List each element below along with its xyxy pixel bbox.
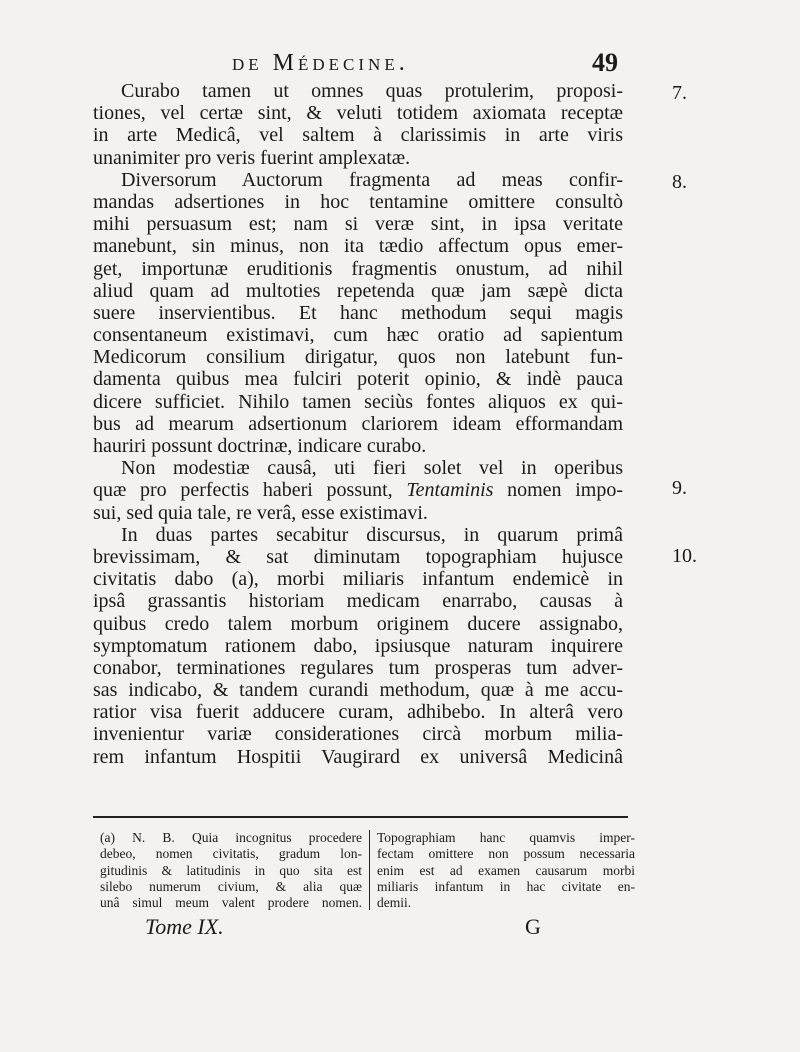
text-line: sas indicabo, & tandem curandi methodum, quæ à me accu-: [93, 679, 623, 702]
text-line: ratior visa fuerit adducere curam, adhibebo. In alterâ vero: [93, 701, 623, 724]
text-line: manebunt, sin minus, non ita tædio affectum opus emer-: [93, 235, 623, 258]
footnote-line: Topographiam hanc quamvis imper-: [377, 830, 635, 845]
text-line: conabor, terminationes regulares tum prosperas tum adver-: [93, 656, 623, 679]
footnote-line: gitudinis & latitudinis in quo sita est: [100, 862, 362, 878]
footnote-line: fectam omittere non possum necessaria: [377, 846, 635, 862]
text-line: invenientur variæ considerationes circà morbum milia-: [93, 723, 623, 746]
margin-section-number: 7.: [672, 82, 687, 104]
text-line: mandas adsertiones in hoc tentamine omittere consultò: [93, 190, 623, 213]
text-line: ipsâ grassantis historiam medicam enarrabo, causas à: [93, 590, 623, 613]
text-line: Non modestiæ causâ, uti fieri solet vel in operibus: [121, 457, 623, 480]
line-start: quæ pro perfectis haberi possunt,: [93, 479, 393, 502]
text-line: mihi persuasum est; nam si veræ sint, in ipsa veritate: [93, 213, 623, 236]
text-line: tiones, vel certæ sint, & veluti totidem axiomata receptæ: [93, 102, 623, 125]
footnote-right-column: [377, 830, 635, 911]
page-number: 49: [592, 48, 618, 77]
text-line: get, importunæ eruditionis fragmentis onustum, ad nihil: [93, 257, 623, 280]
footnote-line: miliaris infantum in hac civitate en-: [377, 878, 635, 894]
text-line: sui, sed quia tale, re verâ, esse existimavi.: [93, 501, 428, 524]
text-line: rem infantum Hospitii Vaugirard ex universâ Medicinâ: [93, 745, 623, 768]
text-line: symptomatum rationem dabo, ipsiusque naturam inquirere: [93, 634, 623, 657]
footnote-left-column: [100, 830, 362, 911]
text-line: quibus credo talem morbum originem ducere assignabo,: [93, 612, 623, 635]
text-line: unanimiter pro veris fuerint amplexatæ.: [93, 146, 411, 169]
text-line: damenta quibus mea fulciri poterit opinio, & indè pauca: [93, 368, 623, 391]
text-line: Medicorum consilium dirigatur, quos non latebunt fun-: [93, 346, 623, 369]
volume-label: Tome IX.: [145, 914, 224, 939]
text-line: suere inservientibus. Et hanc methodum sequi magis: [93, 301, 623, 324]
footnote-line: demii.: [377, 895, 412, 911]
text-line: bus ad mearum adsertionum clariorem ideam efformandam: [93, 412, 623, 435]
footnote-line: enim est ad examen causarum morbi: [377, 862, 635, 878]
text-line: civitatis dabo (a), morbi miliaris infantum endemicè in: [93, 568, 623, 591]
footnote-rule: [93, 816, 628, 818]
text-line: aliud quam ad multoties repetenda quæ jam sæpè dicta: [93, 279, 623, 302]
text-line: In duas partes secabitur discursus, in quarum primâ: [121, 523, 623, 546]
italic-word: Tentaminis: [406, 479, 494, 502]
text-line: hauriri possunt doctrinæ, indicare curabo.: [93, 435, 427, 457]
text-line: consentaneum existimavi, cum hæc oratio ad sapientum: [93, 324, 623, 347]
margin-section-number: 10.: [672, 545, 697, 567]
footnote-column-divider: [369, 830, 370, 910]
text-line: Diversorum Auctorum fragmenta ad meas confir-: [121, 168, 623, 191]
text-line: brevissimam, & sat diminutam topographiam hujusce: [93, 545, 623, 568]
footnote-line: debeo, nomen civitatis, gradum lon-: [100, 846, 362, 862]
footnote-line: silebo numerum civium, & alia quæ: [100, 878, 362, 894]
line-end: nomen impo-: [493, 479, 623, 502]
signature-mark: G: [525, 914, 541, 939]
footnote-line: (a) N. B. Quia incognitus procedere: [100, 830, 362, 845]
text-line: Curabo tamen ut omnes quas protulerim, proposi-: [121, 80, 623, 102]
footnote-line: unâ simul meum valent prodere nomen.: [100, 895, 362, 911]
margin-section-number: 8.: [672, 171, 687, 193]
text-line-with-italic: [93, 479, 623, 501]
running-title: de Médecine.: [232, 50, 409, 76]
text-line: in arte Medicâ, vel saltem à clarissimis in arte viris: [93, 124, 623, 147]
text-line: dicere sufficiet. Nihilo tamen seciùs fontes aliquos ex qui-: [93, 390, 623, 413]
main-text: [93, 80, 623, 768]
margin-section-number: 9.: [672, 477, 687, 499]
